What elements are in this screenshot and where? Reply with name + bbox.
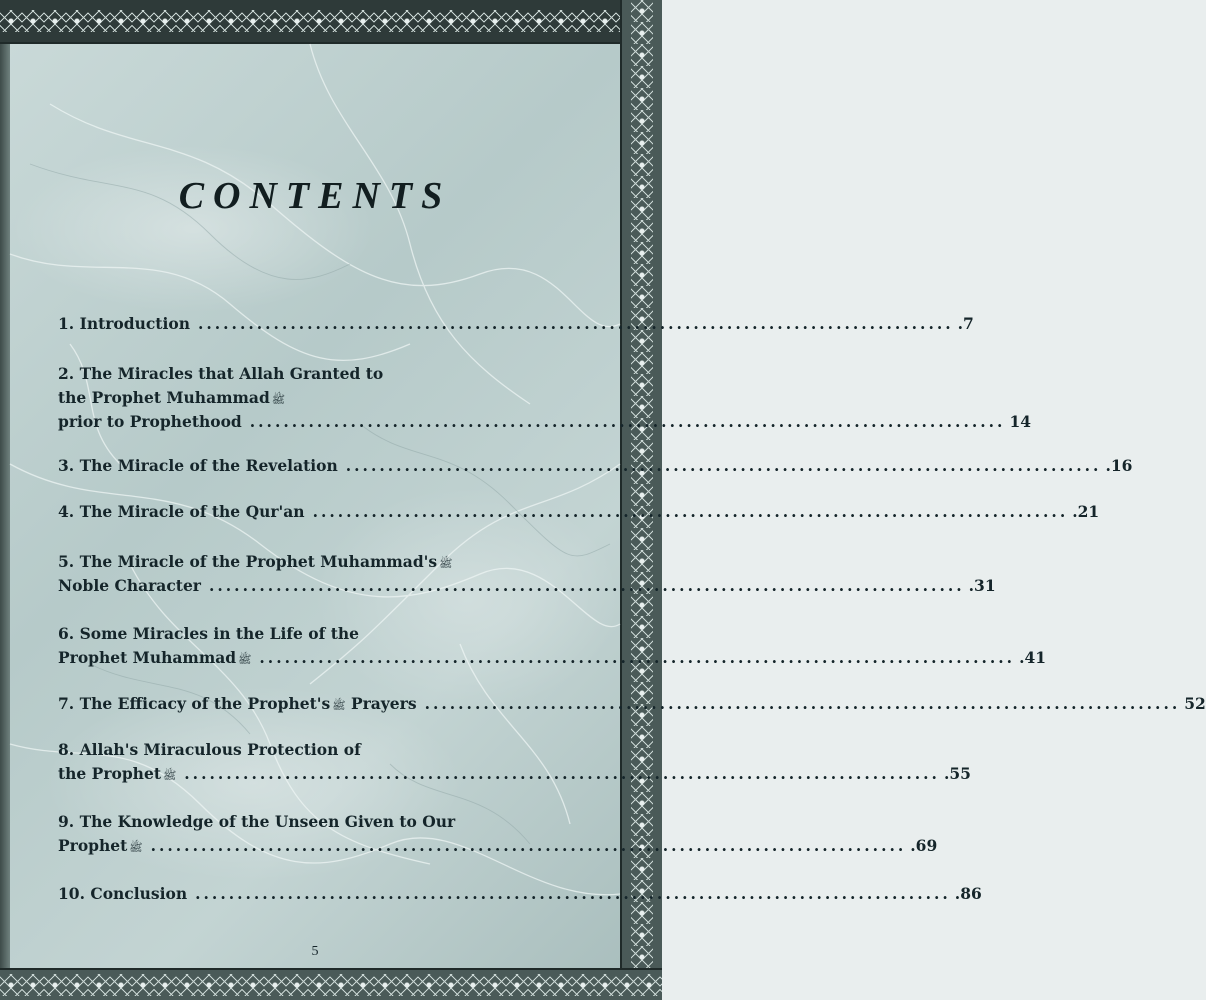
toc-entry-title: 7. The Efficacy of the Prophet's — [58, 694, 331, 713]
dot-leader: .......................................................................................... — [195, 884, 951, 903]
toc-entry-5[interactable] — [58, 552, 996, 600]
toc-entry-title: 2. The Miracles that Allah Granted to — [58, 364, 384, 383]
toc-line — [58, 456, 1133, 480]
toc-page-number: .16 — [1105, 456, 1133, 475]
toc-entry-title: the Prophet — [58, 764, 161, 783]
dot-leader: .......................................................................................... — [197, 314, 954, 333]
toc-entry-1[interactable] — [58, 314, 974, 338]
dot-leader: .......................................................................................... — [424, 694, 1181, 713]
dot-leader: .......................................................................................... — [345, 456, 1102, 475]
pbuh-icon: ﷺ — [271, 393, 286, 406]
dot-leader: .......................................................................................... — [249, 412, 1006, 431]
toc-page-number: .7 — [957, 314, 974, 333]
ornamental-border-bottom — [0, 968, 662, 1000]
toc-page-number: .69 — [910, 836, 938, 855]
toc-entry-6[interactable] — [58, 624, 1047, 672]
toc-line — [58, 552, 544, 576]
toc-entry-9[interactable] — [58, 812, 938, 860]
toc-entry-title: Noble Character — [58, 576, 201, 595]
toc-entry-title: the Prophet Muhammad — [58, 388, 270, 407]
toc-line — [58, 364, 544, 388]
toc-line — [58, 764, 971, 788]
toc-entry-10[interactable] — [58, 884, 982, 908]
toc-entry-title: 10. Conclusion — [58, 884, 188, 903]
toc-page-number: 14 — [1009, 412, 1032, 431]
toc-entry-title: 3. The Miracle of the Revelation — [58, 456, 338, 475]
pbuh-icon: ﷺ — [439, 557, 453, 570]
toc-page-number: .31 — [968, 576, 996, 595]
toc-line — [58, 694, 1206, 718]
toc-line — [58, 576, 996, 600]
toc-line — [58, 740, 544, 764]
left-edge — [0, 0, 10, 1000]
toc-line — [58, 812, 544, 836]
pbuh-icon: ﷺ — [238, 653, 252, 666]
toc-line — [58, 388, 544, 412]
toc-line — [58, 836, 938, 860]
toc-page-number: .41 — [1019, 648, 1047, 667]
toc-page-number: .55 — [943, 764, 971, 783]
pbuh-icon: ﷺ — [332, 699, 346, 712]
toc-page-number: .21 — [1072, 502, 1100, 521]
marble-panel — [10, 44, 1206, 968]
toc-entry-title: 4. The Miracle of the Qur'an — [58, 502, 305, 521]
toc-entry-title: 5. The Miracle of the Prophet Muhammad's — [58, 552, 438, 571]
toc-entry-title: Prophet — [58, 836, 128, 855]
toc-line — [58, 884, 982, 908]
toc-entry-title: 6. Some Miracles in the Life of the — [58, 624, 359, 643]
toc-entry-title: Prophet Muhammad — [58, 648, 237, 667]
toc-entry-title: Prayers — [350, 694, 417, 713]
pbuh-icon: ﷺ — [129, 841, 143, 854]
page-title: CONTENTS — [178, 175, 452, 217]
toc-entry-4[interactable] — [58, 502, 1100, 526]
toc-line — [58, 412, 1032, 436]
toc-entry-3[interactable] — [58, 456, 1133, 480]
toc-entry-2[interactable] — [58, 364, 1032, 436]
pbuh-icon: ﷺ — [162, 769, 177, 782]
toc-page-number: .86 — [954, 884, 982, 903]
toc-entry-title: 9. The Knowledge of the Unseen Given to Our — [58, 812, 456, 831]
dot-leader: .......................................................................................... — [184, 764, 940, 783]
toc-line — [58, 624, 544, 648]
dot-leader: .......................................................................................... — [312, 502, 1069, 521]
dot-leader: .......................................................................................... — [208, 576, 965, 595]
toc-entry-title: 8. Allah's Miraculous Protection of — [58, 740, 361, 759]
toc-entry-title: prior to Prophethood — [58, 412, 242, 431]
page-number: 5 — [311, 944, 319, 959]
toc-line — [58, 502, 1100, 526]
dot-leader: .......................................................................................... — [259, 648, 1016, 667]
toc-page-number: 52 — [1184, 694, 1206, 713]
toc-entry-8[interactable] — [58, 740, 971, 788]
toc-entry-title: 1. Introduction — [58, 314, 190, 333]
dot-leader: .......................................................................................... — [150, 836, 907, 855]
toc-line — [58, 314, 974, 338]
toc-entry-7[interactable] — [58, 694, 1206, 718]
ornamental-border-top — [0, 0, 662, 44]
toc-line — [58, 648, 1047, 672]
